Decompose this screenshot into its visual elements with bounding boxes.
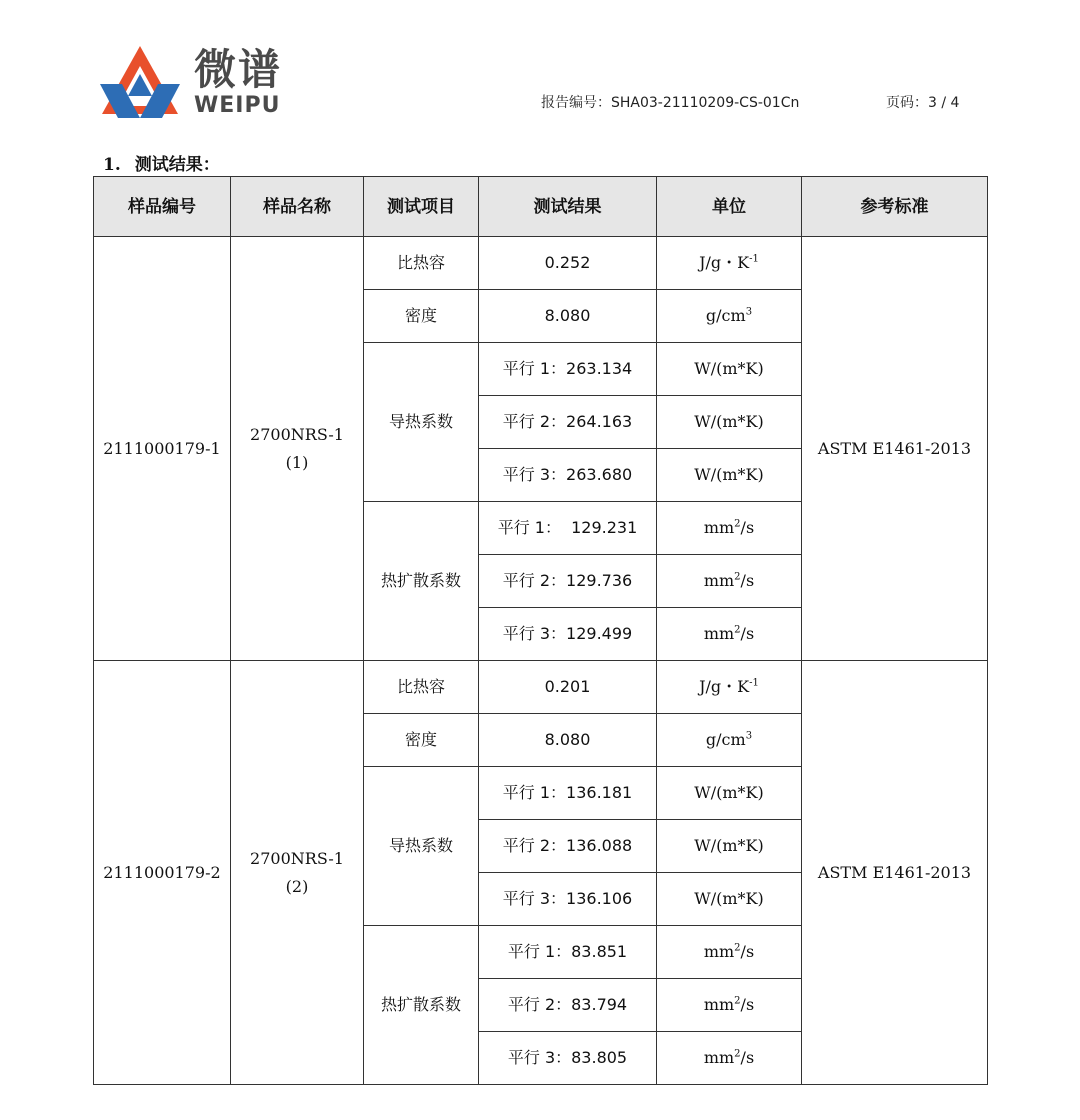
unit-cell — [657, 555, 802, 608]
unit-cell: W/(m*K) — [657, 449, 802, 502]
section-number: 1. — [103, 155, 121, 175]
test-item-cell: 热扩散系数 — [364, 926, 479, 1085]
section-title-text: 测试结果： — [134, 155, 220, 175]
result-cell: 平行 1：136.181 — [479, 767, 657, 820]
sample-name-line: 2700NRS-1 — [250, 848, 344, 868]
unit-cell: W/(m*K) — [657, 343, 802, 396]
test-item-cell: 比热容 — [364, 237, 479, 290]
unit-exponent: 2 — [734, 518, 741, 530]
sample-name-line: (2) — [285, 876, 309, 896]
unit-tail: /s — [740, 624, 755, 643]
header-sample-name: 样品名称 — [231, 177, 364, 237]
unit-cell — [657, 661, 802, 714]
result-cell: 平行 1： 129.231 — [479, 502, 657, 555]
header-test-result: 测试结果 — [479, 177, 657, 237]
unit-cell: W/(m*K) — [657, 820, 802, 873]
sample-id-cell: 2111000179-1 — [94, 237, 231, 661]
result-cell: 平行 2：264.163 — [479, 396, 657, 449]
table-row — [94, 661, 988, 714]
test-item-cell: 密度 — [364, 290, 479, 343]
unit-cell — [657, 608, 802, 661]
unit-base: J/g・K — [699, 253, 750, 272]
test-item-cell: 导热系数 — [364, 767, 479, 926]
unit-exponent: -1 — [749, 677, 759, 689]
unit-cell — [657, 926, 802, 979]
unit-base: mm — [703, 942, 735, 961]
unit-tail: /s — [740, 942, 755, 961]
unit-cell — [657, 237, 802, 290]
result-cell: 平行 2：129.736 — [479, 555, 657, 608]
unit-cell — [657, 979, 802, 1032]
result-cell: 8.080 — [479, 714, 657, 767]
page-number-label: 页码： — [886, 95, 928, 111]
unit-exponent: 2 — [734, 624, 741, 636]
unit-cell — [657, 1032, 802, 1085]
result-cell: 平行 2：136.088 — [479, 820, 657, 873]
sample-name-cell — [231, 661, 364, 1085]
result-cell: 0.201 — [479, 661, 657, 714]
result-cell: 0.252 — [479, 237, 657, 290]
unit-tail: /s — [740, 571, 755, 590]
unit-base: mm — [703, 624, 735, 643]
test-item-cell: 导热系数 — [364, 343, 479, 502]
section-title — [103, 150, 220, 175]
sample-name-cell — [231, 237, 364, 661]
unit-tail: /s — [740, 1048, 755, 1067]
result-cell: 平行 3：129.499 — [479, 608, 657, 661]
unit-exponent: 2 — [734, 942, 741, 954]
standard-cell: ASTM E1461-2013 — [802, 237, 988, 661]
unit-base: g/cm — [705, 730, 746, 749]
result-cell: 平行 3：263.680 — [479, 449, 657, 502]
unit-cell: W/(m*K) — [657, 767, 802, 820]
unit-cell: W/(m*K) — [657, 396, 802, 449]
logo-english-text: WEIPU — [194, 93, 281, 118]
result-cell: 平行 3：83.805 — [479, 1032, 657, 1085]
result-cell: 8.080 — [479, 290, 657, 343]
report-number-label: 报告编号： — [541, 95, 611, 111]
unit-base: mm — [703, 995, 735, 1014]
unit-base: mm — [703, 571, 735, 590]
test-item-cell: 密度 — [364, 714, 479, 767]
unit-base: g/cm — [705, 306, 746, 325]
results-table — [93, 176, 988, 1085]
table-row — [94, 237, 988, 290]
unit-exponent: -1 — [749, 253, 759, 265]
unit-cell: W/(m*K) — [657, 873, 802, 926]
logo-chinese-text: 微谱 — [194, 45, 283, 94]
result-cell: 平行 1：263.134 — [479, 343, 657, 396]
sample-name-line: 2700NRS-1 — [250, 424, 344, 444]
header-unit: 单位 — [657, 177, 802, 237]
company-logo — [100, 44, 300, 122]
report-number — [541, 92, 799, 112]
result-cell: 平行 2：83.794 — [479, 979, 657, 1032]
unit-tail: /s — [740, 995, 755, 1014]
unit-base: mm — [703, 1048, 735, 1067]
report-number-value: SHA03-21110209-CS-01Cn — [611, 95, 800, 111]
unit-cell — [657, 290, 802, 343]
unit-exponent: 2 — [734, 995, 741, 1007]
test-item-cell: 比热容 — [364, 661, 479, 714]
sample-name-line: (1) — [285, 452, 309, 472]
unit-exponent: 2 — [734, 1048, 741, 1060]
sample-id-cell: 2111000179-2 — [94, 661, 231, 1085]
page-number — [886, 92, 959, 112]
unit-exponent: 2 — [734, 571, 741, 583]
test-item-cell: 热扩散系数 — [364, 502, 479, 661]
unit-tail: /s — [740, 518, 755, 537]
standard-cell: ASTM E1461-2013 — [802, 661, 988, 1085]
unit-cell — [657, 502, 802, 555]
weipu-logo-icon — [100, 44, 180, 120]
unit-exponent: 3 — [745, 730, 753, 742]
unit-base: mm — [703, 518, 735, 537]
unit-cell — [657, 714, 802, 767]
header-sample-id: 样品编号 — [94, 177, 231, 237]
page-number-value: 3 / 4 — [928, 95, 960, 111]
table-header-row — [94, 177, 988, 237]
result-cell: 平行 1：83.851 — [479, 926, 657, 979]
header-standard: 参考标准 — [802, 177, 988, 237]
unit-exponent: 3 — [745, 306, 753, 318]
header-test-item: 测试项目 — [364, 177, 479, 237]
result-cell: 平行 3：136.106 — [479, 873, 657, 926]
unit-base: J/g・K — [699, 677, 750, 696]
